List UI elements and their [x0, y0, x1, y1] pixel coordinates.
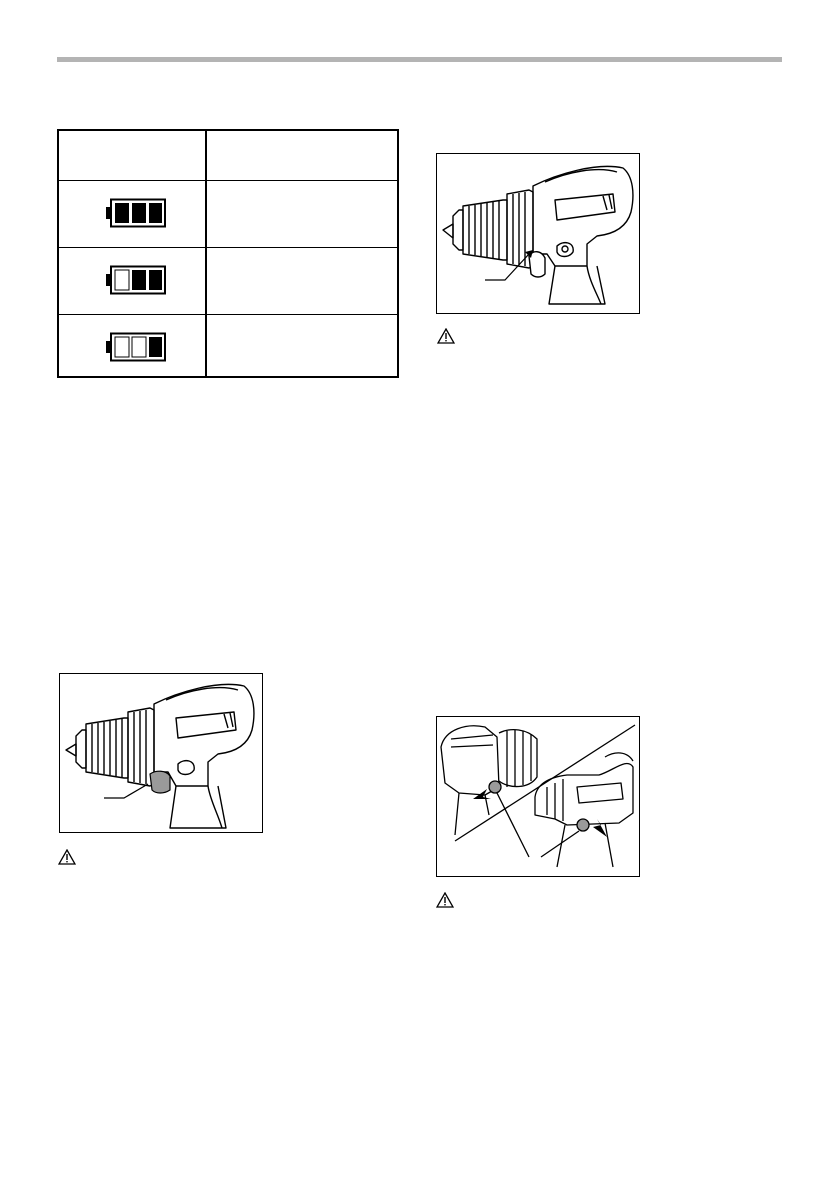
table-row-divider — [59, 314, 397, 315]
caution-triangle-icon — [436, 892, 454, 908]
table-row-divider — [59, 180, 397, 181]
drill-trigger-illustration — [59, 673, 263, 833]
battery-capacity-table — [57, 129, 399, 378]
battery-full-icon — [105, 198, 167, 228]
caution-triangle-icon — [58, 849, 76, 865]
page-top-rule — [57, 57, 782, 62]
caution-triangle-icon — [437, 328, 455, 344]
battery-two-thirds-icon — [105, 265, 167, 295]
drill-reversing-lever-illustration — [436, 153, 640, 314]
battery-one-third-icon — [105, 332, 167, 362]
drill-dual-view-illustration — [436, 716, 640, 877]
table-column-divider — [205, 131, 207, 376]
table-row-divider — [59, 247, 397, 248]
